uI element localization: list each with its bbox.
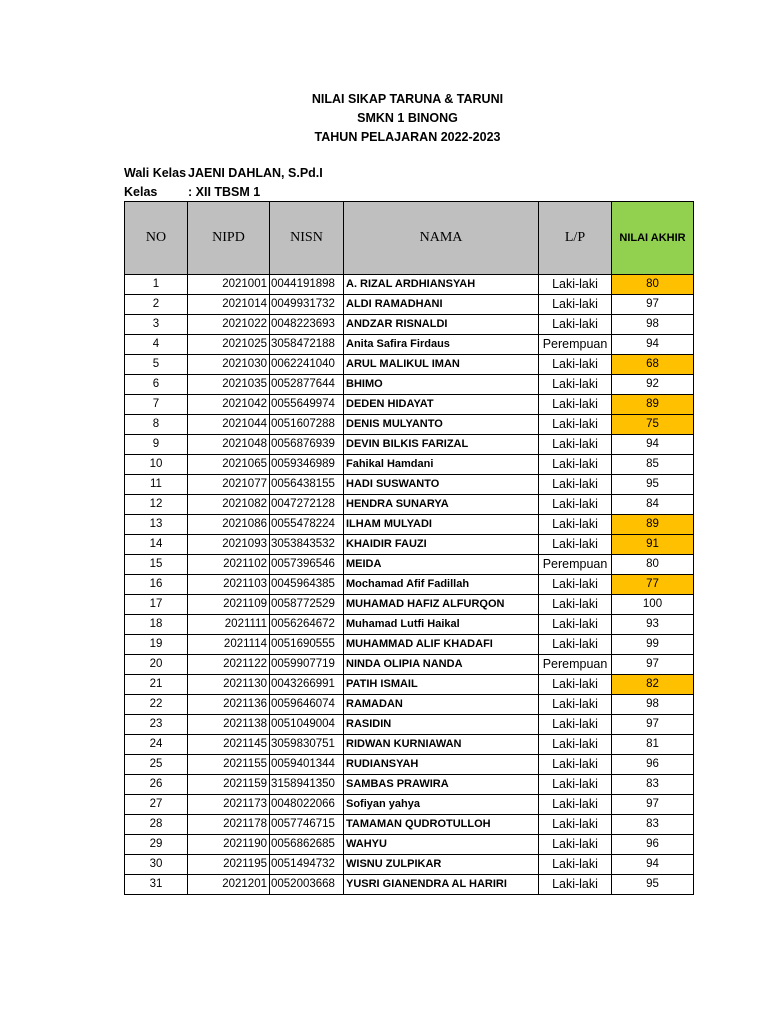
- cell-nama: Mochamad Afif Fadillah: [344, 575, 539, 595]
- class-info: [124, 164, 323, 202]
- table-row: [125, 435, 694, 455]
- cell-nipd: 2021102: [188, 555, 270, 575]
- cell-no: 10: [125, 455, 188, 475]
- cell-nipd: 2021178: [188, 815, 270, 835]
- cell-nisn: 0056876939: [270, 435, 344, 455]
- cell-no: 8: [125, 415, 188, 435]
- cell-lp: Laki-laki: [539, 435, 612, 455]
- cell-nilai: 84: [612, 495, 694, 515]
- table-row: [125, 815, 694, 835]
- cell-nilai: 75: [612, 415, 694, 435]
- table-row: [125, 315, 694, 335]
- cell-lp: Laki-laki: [539, 295, 612, 315]
- kelas-value: : XII TBSM 1: [188, 185, 261, 199]
- cell-nipd: 2021130: [188, 675, 270, 695]
- cell-nama: A. RIZAL ARDHIANSYAH: [344, 275, 539, 295]
- kelas-label: Kelas: [124, 185, 158, 199]
- cell-nipd: 2021195: [188, 855, 270, 875]
- cell-no: 3: [125, 315, 188, 335]
- table-row: [125, 755, 694, 775]
- table-row: [125, 675, 694, 695]
- cell-nilai: 97: [612, 655, 694, 675]
- cell-nama: WAHYU: [344, 835, 539, 855]
- title-line-3: TAHUN PELAJARAN 2022-2023: [314, 130, 501, 144]
- cell-no: 20: [125, 655, 188, 675]
- cell-nama: KHAIDIR FAUZI: [344, 535, 539, 555]
- cell-lp: Laki-laki: [539, 695, 612, 715]
- cell-nisn: 0051607288: [270, 415, 344, 435]
- cell-nilai: 100: [612, 595, 694, 615]
- cell-nipd: 2021042: [188, 395, 270, 415]
- cell-nipd: 2021082: [188, 495, 270, 515]
- cell-nama: NINDA OLIPIA NANDA: [344, 655, 539, 675]
- col-header-nipd: NIPD: [188, 202, 270, 275]
- cell-nipd: 2021201: [188, 875, 270, 895]
- cell-lp: Laki-laki: [539, 675, 612, 695]
- cell-nipd: 2021190: [188, 835, 270, 855]
- col-header-nilai-akhir: NILAI AKHIR: [612, 202, 694, 275]
- cell-nama: RUDIANSYAH: [344, 755, 539, 775]
- kelas-row: [124, 183, 323, 202]
- cell-lp: Perempuan: [539, 655, 612, 675]
- cell-lp: Laki-laki: [539, 375, 612, 395]
- table-row: [125, 695, 694, 715]
- cell-nisn: 0049931732: [270, 295, 344, 315]
- cell-no: 29: [125, 835, 188, 855]
- cell-nisn: 0057396546: [270, 555, 344, 575]
- cell-nilai: 83: [612, 775, 694, 795]
- cell-no: 21: [125, 675, 188, 695]
- cell-lp: Laki-laki: [539, 455, 612, 475]
- cell-nisn: 0059907719: [270, 655, 344, 675]
- cell-no: 23: [125, 715, 188, 735]
- cell-nilai: 94: [612, 855, 694, 875]
- cell-nipd: 2021048: [188, 435, 270, 455]
- cell-nama: ALDI RAMADHANI: [344, 295, 539, 315]
- cell-no: 11: [125, 475, 188, 495]
- cell-nisn: 0048223693: [270, 315, 344, 335]
- cell-nilai: 94: [612, 335, 694, 355]
- cell-lp: Laki-laki: [539, 855, 612, 875]
- table-row: [125, 775, 694, 795]
- cell-lp: Laki-laki: [539, 595, 612, 615]
- cell-nilai: 81: [612, 735, 694, 755]
- wali-kelas-value: JAENI DAHLAN, S.Pd.I: [188, 166, 323, 180]
- cell-nipd: 2021093: [188, 535, 270, 555]
- table-row: [125, 795, 694, 815]
- cell-lp: Perempuan: [539, 335, 612, 355]
- cell-nipd: 2021103: [188, 575, 270, 595]
- table-row: [125, 455, 694, 475]
- cell-nipd: 2021111: [188, 615, 270, 635]
- cell-nisn: 0051690555: [270, 635, 344, 655]
- cell-nisn: 0059346989: [270, 455, 344, 475]
- table-row: [125, 635, 694, 655]
- grades-table: [124, 201, 694, 895]
- cell-nama: Fahikal Hamdani: [344, 455, 539, 475]
- cell-nama: RASIDIN: [344, 715, 539, 735]
- cell-nilai: 95: [612, 475, 694, 495]
- cell-nisn: 0059401344: [270, 755, 344, 775]
- cell-no: 7: [125, 395, 188, 415]
- table-row: [125, 875, 694, 895]
- cell-nilai: 95: [612, 875, 694, 895]
- cell-nama: Sofiyan yahya: [344, 795, 539, 815]
- cell-lp: Laki-laki: [539, 875, 612, 895]
- cell-nisn: 0051049004: [270, 715, 344, 735]
- cell-nilai: 96: [612, 755, 694, 775]
- cell-no: 5: [125, 355, 188, 375]
- cell-nisn: 0055649974: [270, 395, 344, 415]
- cell-nipd: 2021077: [188, 475, 270, 495]
- cell-nilai: 77: [612, 575, 694, 595]
- table-row: [125, 655, 694, 675]
- table-row: [125, 715, 694, 735]
- cell-nama: MEIDA: [344, 555, 539, 575]
- cell-nipd: 2021173: [188, 795, 270, 815]
- cell-nama: WISNU ZULPIKAR: [344, 855, 539, 875]
- table-row: [125, 475, 694, 495]
- cell-no: 12: [125, 495, 188, 515]
- table-row: [125, 275, 694, 295]
- table-row: [125, 835, 694, 855]
- cell-nipd: 2021086: [188, 515, 270, 535]
- table-row: [125, 595, 694, 615]
- table-row: [125, 855, 694, 875]
- cell-nisn: 0057746715: [270, 815, 344, 835]
- cell-nama: DENIS MULYANTO: [344, 415, 539, 435]
- cell-no: 17: [125, 595, 188, 615]
- cell-no: 6: [125, 375, 188, 395]
- cell-lp: Laki-laki: [539, 475, 612, 495]
- cell-no: 22: [125, 695, 188, 715]
- cell-no: 16: [125, 575, 188, 595]
- cell-nisn: 3058472188: [270, 335, 344, 355]
- cell-nisn: 0059646074: [270, 695, 344, 715]
- cell-nilai: 83: [612, 815, 694, 835]
- table-row: [125, 575, 694, 595]
- cell-lp: Laki-laki: [539, 495, 612, 515]
- cell-nipd: 2021114: [188, 635, 270, 655]
- cell-nisn: 3158941350: [270, 775, 344, 795]
- col-header-lp: L/P: [539, 202, 612, 275]
- cell-nipd: 2021136: [188, 695, 270, 715]
- cell-no: 2: [125, 295, 188, 315]
- cell-lp: Laki-laki: [539, 355, 612, 375]
- cell-nama: SAMBAS PRAWIRA: [344, 775, 539, 795]
- cell-nisn: 0043266991: [270, 675, 344, 695]
- cell-nilai: 82: [612, 675, 694, 695]
- cell-nilai: 93: [612, 615, 694, 635]
- cell-nama: MUHAMMAD ALIF KHADAFI: [344, 635, 539, 655]
- table-body: [125, 275, 694, 895]
- cell-lp: Laki-laki: [539, 775, 612, 795]
- cell-nisn: 0062241040: [270, 355, 344, 375]
- cell-lp: Laki-laki: [539, 415, 612, 435]
- cell-nama: ILHAM MULYADI: [344, 515, 539, 535]
- table-row: [125, 375, 694, 395]
- cell-nisn: 0045964385: [270, 575, 344, 595]
- cell-lp: Laki-laki: [539, 755, 612, 775]
- cell-lp: Laki-laki: [539, 575, 612, 595]
- title-line-1: NILAI SIKAP TARUNA & TARUNI: [311, 92, 504, 106]
- cell-lp: Perempuan: [539, 555, 612, 575]
- cell-lp: Laki-laki: [539, 515, 612, 535]
- cell-lp: Laki-laki: [539, 795, 612, 815]
- cell-no: 30: [125, 855, 188, 875]
- document-title: [0, 90, 768, 147]
- cell-lp: Laki-laki: [539, 315, 612, 335]
- cell-no: 9: [125, 435, 188, 455]
- cell-nama: PATIH ISMAIL: [344, 675, 539, 695]
- cell-nilai: 97: [612, 295, 694, 315]
- cell-no: 15: [125, 555, 188, 575]
- cell-nilai: 91: [612, 535, 694, 555]
- cell-nama: DEDEN HIDAYAT: [344, 395, 539, 415]
- cell-nisn: 0056264672: [270, 615, 344, 635]
- cell-nipd: 2021022: [188, 315, 270, 335]
- cell-nama: RAMADAN: [344, 695, 539, 715]
- cell-lp: Laki-laki: [539, 275, 612, 295]
- cell-nama: HENDRA SUNARYA: [344, 495, 539, 515]
- cell-nipd: 2021138: [188, 715, 270, 735]
- cell-nisn: 0052003668: [270, 875, 344, 895]
- cell-no: 4: [125, 335, 188, 355]
- cell-nama: Muhamad Lutfi Haikal: [344, 615, 539, 635]
- title-line-2: SMKN 1 BINONG: [357, 111, 458, 125]
- cell-nilai: 89: [612, 395, 694, 415]
- cell-nipd: 2021145: [188, 735, 270, 755]
- cell-nisn: 3053843532: [270, 535, 344, 555]
- cell-nilai: 98: [612, 315, 694, 335]
- cell-nilai: 96: [612, 835, 694, 855]
- table-row: [125, 415, 694, 435]
- cell-no: 19: [125, 635, 188, 655]
- cell-nisn: 3059830751: [270, 735, 344, 755]
- cell-nama: Anita Safira Firdaus: [344, 335, 539, 355]
- table-header-row: [125, 202, 694, 275]
- cell-nipd: 2021159: [188, 775, 270, 795]
- cell-nilai: 85: [612, 455, 694, 475]
- cell-nipd: 2021025: [188, 335, 270, 355]
- cell-nama: RIDWAN KURNIAWAN: [344, 735, 539, 755]
- cell-nisn: 0051494732: [270, 855, 344, 875]
- cell-nilai: 97: [612, 795, 694, 815]
- cell-nipd: 2021122: [188, 655, 270, 675]
- cell-nipd: 2021109: [188, 595, 270, 615]
- cell-nisn: 0047272128: [270, 495, 344, 515]
- cell-no: 28: [125, 815, 188, 835]
- cell-nilai: 80: [612, 275, 694, 295]
- cell-lp: Laki-laki: [539, 615, 612, 635]
- cell-no: 26: [125, 775, 188, 795]
- cell-nilai: 92: [612, 375, 694, 395]
- cell-no: 31: [125, 875, 188, 895]
- cell-nilai: 99: [612, 635, 694, 655]
- cell-nipd: 2021001: [188, 275, 270, 295]
- cell-no: 14: [125, 535, 188, 555]
- table-row: [125, 335, 694, 355]
- cell-nama: BHIMO: [344, 375, 539, 395]
- cell-lp: Laki-laki: [539, 395, 612, 415]
- col-header-nama: NAMA: [344, 202, 539, 275]
- cell-nisn: 0056862685: [270, 835, 344, 855]
- cell-nama: ANDZAR RISNALDI: [344, 315, 539, 335]
- cell-nipd: 2021014: [188, 295, 270, 315]
- table-row: [125, 535, 694, 555]
- table-row: [125, 735, 694, 755]
- cell-nipd: 2021044: [188, 415, 270, 435]
- cell-nilai: 89: [612, 515, 694, 535]
- table-row: [125, 295, 694, 315]
- cell-no: 18: [125, 615, 188, 635]
- cell-lp: Laki-laki: [539, 715, 612, 735]
- cell-no: 1: [125, 275, 188, 295]
- col-header-no: NO: [125, 202, 188, 275]
- wali-kelas-label: Wali Kelas: [124, 166, 187, 180]
- table-row: [125, 515, 694, 535]
- cell-no: 25: [125, 755, 188, 775]
- cell-lp: Laki-laki: [539, 735, 612, 755]
- table-row: [125, 495, 694, 515]
- cell-nilai: 97: [612, 715, 694, 735]
- cell-nisn: 0052877644: [270, 375, 344, 395]
- table-row: [125, 395, 694, 415]
- cell-lp: Laki-laki: [539, 635, 612, 655]
- cell-nisn: 0044191898: [270, 275, 344, 295]
- col-header-nisn: NISN: [270, 202, 344, 275]
- cell-nipd: 2021065: [188, 455, 270, 475]
- cell-nilai: 80: [612, 555, 694, 575]
- wali-kelas-row: [124, 164, 323, 183]
- table-row: [125, 355, 694, 375]
- cell-nipd: 2021030: [188, 355, 270, 375]
- cell-lp: Laki-laki: [539, 535, 612, 555]
- table-row: [125, 615, 694, 635]
- cell-no: 27: [125, 795, 188, 815]
- cell-nipd: 2021155: [188, 755, 270, 775]
- cell-nilai: 94: [612, 435, 694, 455]
- cell-nama: YUSRI GIANENDRA AL HARIRI: [344, 875, 539, 895]
- cell-nama: MUHAMAD HAFIZ ALFURQON: [344, 595, 539, 615]
- cell-nisn: 0058772529: [270, 595, 344, 615]
- cell-nisn: 0055478224: [270, 515, 344, 535]
- cell-nama: ARUL MALIKUL IMAN: [344, 355, 539, 375]
- cell-nama: DEVIN BILKIS FARIZAL: [344, 435, 539, 455]
- cell-nisn: 0048022066: [270, 795, 344, 815]
- cell-no: 24: [125, 735, 188, 755]
- cell-lp: Laki-laki: [539, 835, 612, 855]
- cell-nama: TAMAMAN QUDROTULLOH: [344, 815, 539, 835]
- cell-nama: HADI SUSWANTO: [344, 475, 539, 495]
- cell-nilai: 68: [612, 355, 694, 375]
- table-row: [125, 555, 694, 575]
- cell-no: 13: [125, 515, 188, 535]
- cell-lp: Laki-laki: [539, 815, 612, 835]
- cell-nilai: 98: [612, 695, 694, 715]
- cell-nipd: 2021035: [188, 375, 270, 395]
- cell-nisn: 0056438155: [270, 475, 344, 495]
